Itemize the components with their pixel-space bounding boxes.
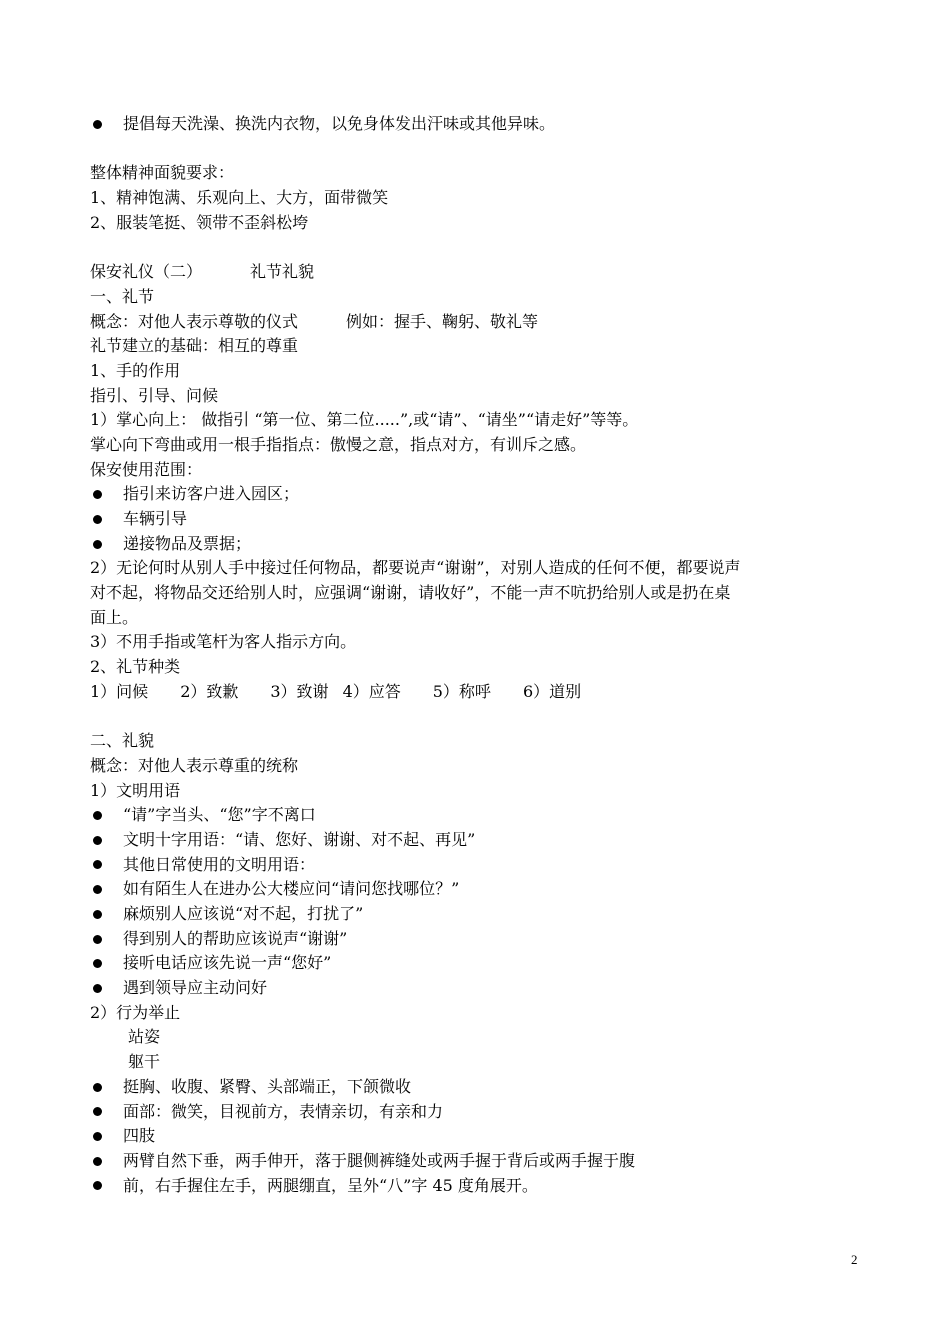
bullet-item: 挺胸、收腹、紧臀、头部端正，下颌微收 — [90, 1075, 870, 1100]
heading-overall-spirit: 整体精神面貌要求： — [90, 163, 235, 183]
text-line: 1、手的作用 — [90, 360, 181, 380]
text-line: 概念：对他人表示尊重的统称 — [90, 755, 299, 775]
bullet-item: 遇到领导应主动问好 — [90, 976, 870, 1001]
bullet-item: 其他日常使用的文明用语： — [90, 853, 870, 878]
bullet-item: 四肢 — [90, 1124, 870, 1149]
bullet-icon — [93, 1083, 102, 1092]
text-line: 面上。 — [90, 607, 139, 627]
bullet-icon — [93, 1132, 102, 1141]
bullet-item: 提倡每天洗澡、换洗内衣物，以免身体发出汗味或其他异味。 — [90, 112, 870, 137]
bullet-icon — [93, 1181, 102, 1190]
text-line-indented: 站姿 — [128, 1027, 161, 1047]
bullet-icon — [93, 910, 102, 919]
text-line: 2）行为举止 — [90, 1002, 181, 1022]
text-line: 对不起，将物品交还给别人时，应强调“谢谢，请收好”，不能一声不吭扔给别人或是扔在桌 — [90, 583, 731, 603]
document-body — [90, 112, 870, 1198]
bullet-icon — [93, 120, 102, 129]
bullet-icon — [93, 540, 102, 549]
bullet-item: 递接物品及票据； — [90, 532, 870, 557]
bullet-item: 接听电话应该先说一声“您好” — [90, 951, 870, 976]
text-line: 保安使用范围： — [90, 459, 203, 479]
section-heading-courtesy: 二、礼貌 — [90, 731, 155, 751]
bullet-icon — [93, 959, 102, 968]
bullet-icon — [93, 984, 102, 993]
bullet-item: 如有陌生人在进办公大楼应问“请问您找哪位？” — [90, 877, 870, 902]
etiquette-types: 1）问候 2）致歉 3）致谢 4）应答 5）称呼 6）道别 — [90, 681, 582, 701]
bullet-icon — [93, 1107, 102, 1116]
text-line: 1）掌心向上： 做指引 “第一位、第二位.....”,或“请”、“请坐”“请走好”等等。 — [90, 410, 639, 430]
text-line: 指引、引导、问候 — [90, 385, 219, 405]
text-line: 1）文明用语 — [90, 780, 181, 800]
bullet-item: 麻烦别人应该说“对不起，打扰了” — [90, 902, 870, 927]
bullet-item: 两臂自然下垂，两手伸开，落于腿侧裤缝处或两手握于背后或两手握于腹 — [90, 1149, 870, 1174]
bullet-icon — [93, 935, 102, 944]
bullet-icon — [93, 885, 102, 894]
bullet-item: 前，右手握住左手，两腿绷直，呈外“八”字 45 度角展开。 — [90, 1174, 870, 1199]
bullet-icon — [93, 490, 102, 499]
text-line: 2、服装笔挺、领带不歪斜松垮 — [90, 212, 309, 232]
bullet-item: 得到别人的帮助应该说声“谢谢” — [90, 927, 870, 952]
bullet-icon — [93, 515, 102, 524]
bullet-item: 车辆引导 — [90, 507, 870, 532]
text-line: 掌心向下弯曲或用一根手指指点：傲慢之意，指点对方，有训斥之感。 — [90, 434, 587, 454]
page-number: 2 — [851, 1252, 858, 1267]
text-line: 2、礼节种类 — [90, 657, 181, 677]
text-line: 2）无论何时从别人手中接过任何物品，都要说声“谢谢”，对别人造成的任何不便，都要说声 — [90, 558, 741, 578]
bullet-icon — [93, 836, 102, 845]
bullet-item: 文明十字用语：“请、您好、谢谢、对不起、再见” — [90, 828, 870, 853]
bullet-item: 指引来访客户进入园区； — [90, 482, 870, 507]
section-title: 保安礼仪（二） 礼节礼貌 — [90, 262, 315, 282]
text-line-indented: 躯干 — [128, 1052, 161, 1072]
text-line: 3）不用手指或笔杆为客人指示方向。 — [90, 632, 357, 652]
bullet-icon — [93, 860, 102, 869]
text-line: 概念：对他人表示尊敬的仪式 例如：握手、鞠躬、敬礼等 — [90, 311, 539, 331]
bullet-item: “请”字当头、“您”字不离口 — [90, 803, 870, 828]
text-line: 礼节建立的基础：相互的尊重 — [90, 336, 299, 356]
text-line: 1、精神饱满、乐观向上、大方，面带微笑 — [90, 188, 389, 208]
bullet-icon — [93, 811, 102, 820]
section-heading-etiquette: 一、礼节 — [90, 286, 155, 306]
bullet-item: 面部：微笑，目视前方，表情亲切，有亲和力 — [90, 1100, 870, 1125]
bullet-icon — [93, 1157, 102, 1166]
